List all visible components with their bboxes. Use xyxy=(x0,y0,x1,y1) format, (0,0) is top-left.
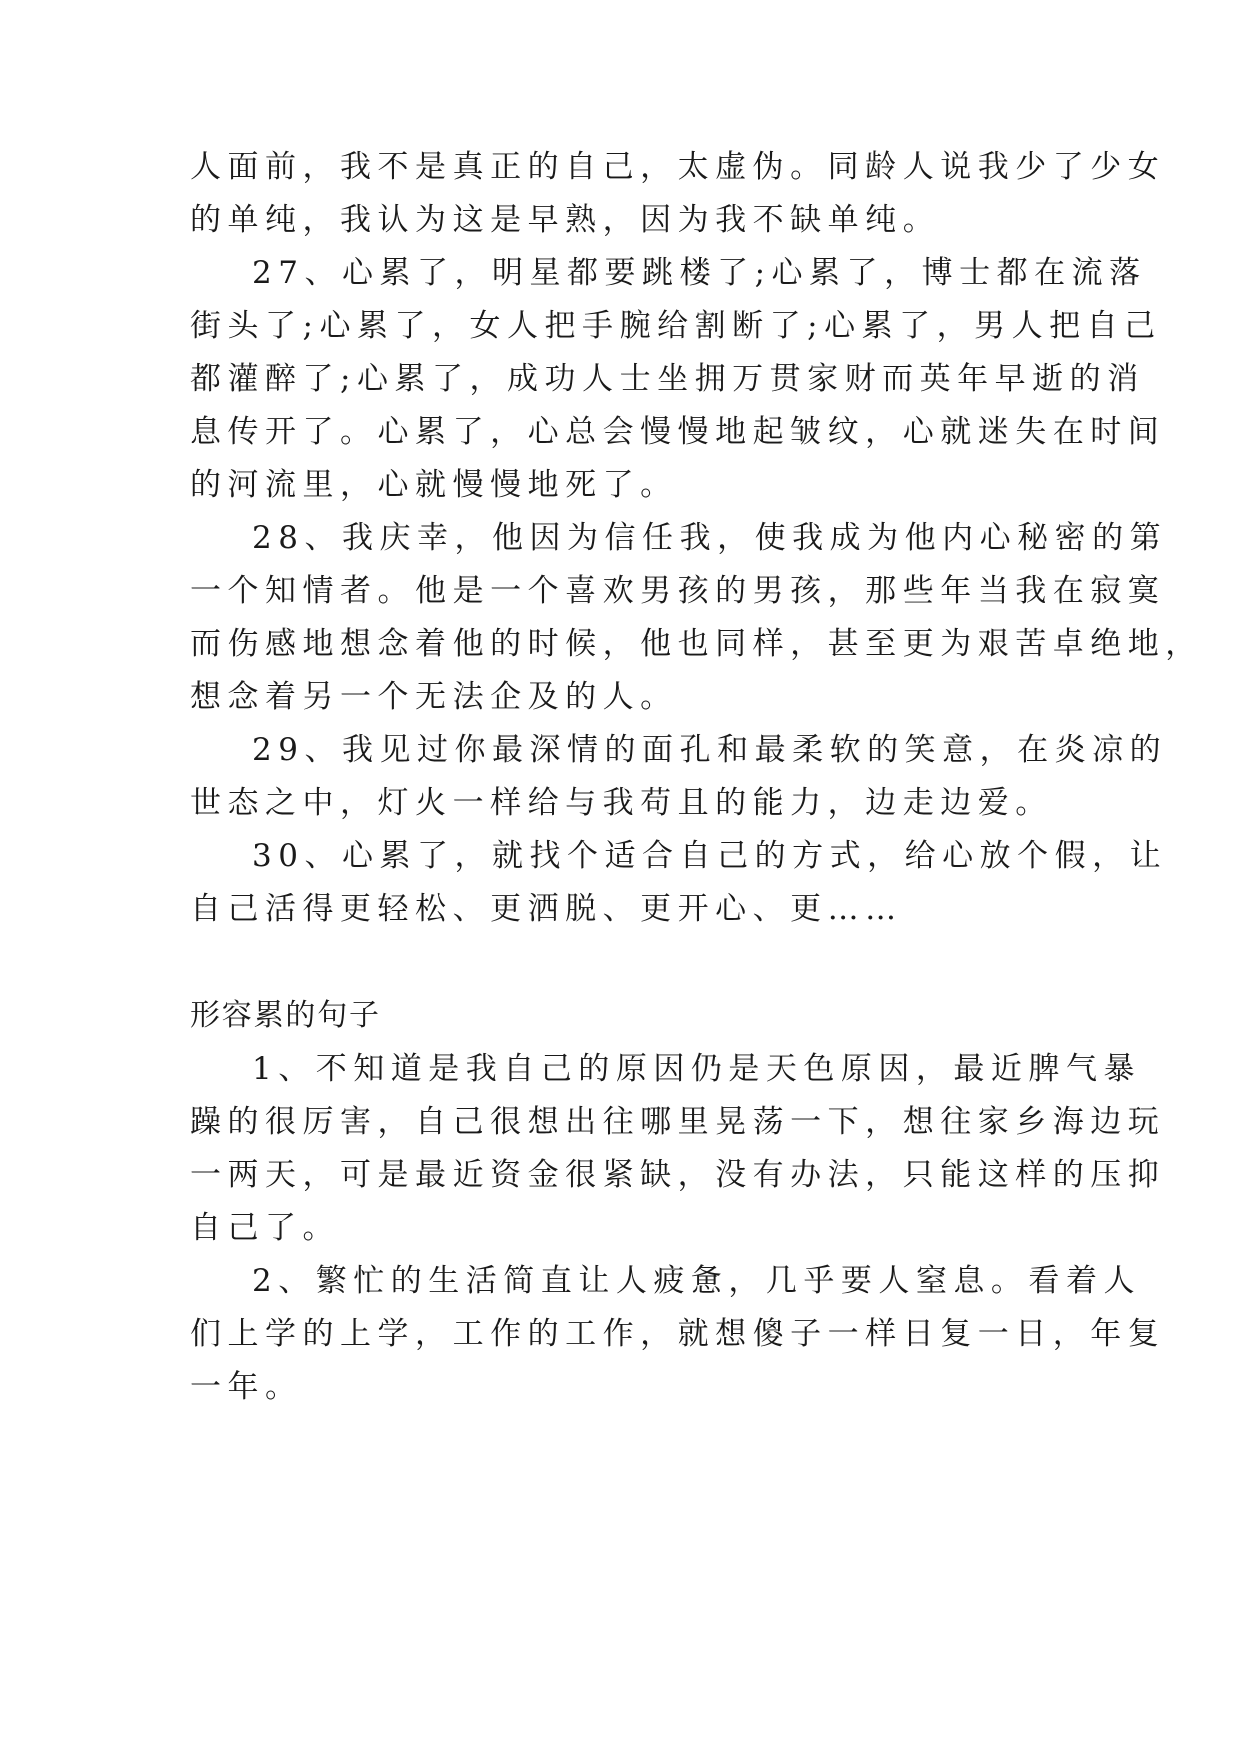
section-heading: 形容累的句子 xyxy=(190,998,381,1033)
text-line: 自己活得更轻松、更洒脱、更开心、更…… xyxy=(190,891,903,927)
paragraph-29-start: 29、我见过你最深情的面孔和最柔软的笑意，在炎凉的 xyxy=(252,732,1168,768)
text-line: 而伤感地想念着他的时候，他也同样，甚至更为艰苦卓绝地， xyxy=(190,626,1203,662)
text-line: 躁的很厉害，自己很想出往哪里晃荡一下，想往家乡海边玩 xyxy=(190,1104,1166,1140)
paragraph-28-start: 28、我庆幸，他因为信任我，使我成为他内心秘密的第 xyxy=(252,520,1168,556)
text-line: 息传开了。心累了，心总会慢慢地起皱纹，心就迷失在时间 xyxy=(190,414,1166,450)
text-line: 一年。 xyxy=(190,1369,303,1405)
text-line: 人面前，我不是真正的自己，太虚伪。同龄人说我少了少女 xyxy=(190,149,1166,185)
text-line: 一个知情者。他是一个喜欢男孩的男孩，那些年当我在寂寞 xyxy=(190,573,1166,609)
text-line: 一两天，可是最近资金很紧缺，没有办法，只能这样的压抑 xyxy=(190,1157,1166,1193)
text-line: 想念着另一个无法企及的人。 xyxy=(190,679,678,715)
text-line: 的河流里，心就慢慢地死了。 xyxy=(190,467,678,503)
text-line: 自己了。 xyxy=(190,1210,341,1246)
text-line: 们上学的上学，工作的工作，就想傻子一样日复一日，年复 xyxy=(190,1316,1166,1352)
text-line: 都灌醉了;心累了，成功人士坐拥万贯家财而英年早逝的消 xyxy=(190,361,1145,397)
paragraph-2-start: 2、繁忙的生活简直让人疲惫，几乎要人窒息。看着人 xyxy=(252,1263,1141,1299)
text-line: 的单纯，我认为这是早熟，因为我不缺单纯。 xyxy=(190,202,941,238)
paragraph-1-start: 1、不知道是我自己的原因仍是天色原因，最近脾气暴 xyxy=(252,1051,1141,1087)
paragraph-27-start: 27、心累了，明星都要跳楼了;心累了，博士都在流落 xyxy=(252,255,1147,291)
paragraph-30-start: 30、心累了，就找个适合自己的方式，给心放个假，让 xyxy=(252,838,1168,874)
text-line: 街头了;心累了，女人把手腕给割断了;心累了，男人把自己 xyxy=(190,308,1162,344)
text-line: 世态之中，灯火一样给与我苟且的能力，边走边爱。 xyxy=(190,785,1053,821)
